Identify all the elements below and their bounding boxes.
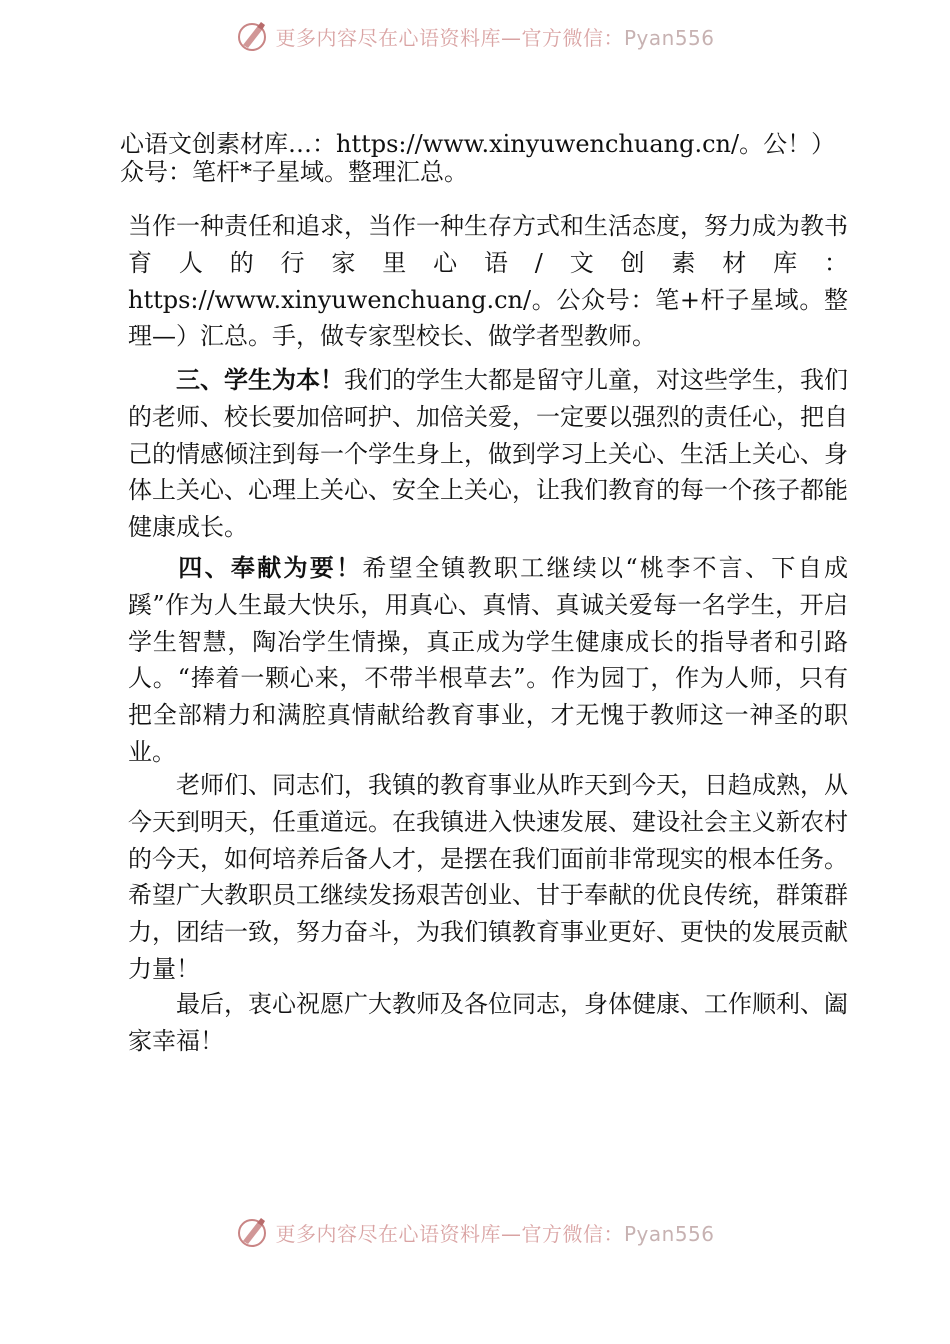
paragraph-3 bbox=[128, 550, 848, 771]
paragraph-4 bbox=[128, 767, 848, 988]
footer-banner bbox=[0, 1212, 950, 1252]
paragraph-5 bbox=[128, 986, 848, 1060]
paragraph-4-text: 老师们、同志们，我镇的教育事业从昨天到今天，日趋成熟，从今天到明天，任重道远。在我镇进入快速发展、建设社会主义新农村的今天，如何培养后备人才，是摆在我们面前非常现实的根本任务。希望广大教职员工继续发扬艰苦创业、甘于奉献的优良传统，群策群力，团结一致，努力奋斗，为我们镇教育事业更好、更快的发展贡献力量！ bbox=[128, 771, 848, 983]
paragraph-5-text: 最后，衷心祝愿广大教师及各位同志，身体健康、工作顺利、阖家幸福！ bbox=[128, 990, 848, 1055]
pen-logo-icon bbox=[235, 19, 269, 53]
pen-logo-icon bbox=[235, 1215, 269, 1249]
paragraph-1 bbox=[128, 208, 848, 355]
banner-text: 更多内容尽在心语资料库—官方微信：Pyan556 bbox=[275, 25, 715, 50]
paragraph-2 bbox=[128, 362, 848, 546]
intro-line-1: 心语文创素材库…：https://www.xinyuwenchuang.cn/。公！） bbox=[120, 130, 836, 158]
section-heading-students: 三、学生为本！ bbox=[176, 366, 344, 394]
banner-text: 更多内容尽在心语资料库—官方微信：Pyan556 bbox=[275, 1221, 715, 1246]
wechat-handle: Pyan556 bbox=[623, 25, 715, 50]
wechat-handle: Pyan556 bbox=[623, 1221, 715, 1246]
section-heading-dedication: 四、奉献为要！ bbox=[176, 554, 363, 582]
header-banner bbox=[0, 16, 950, 56]
paragraph-3-text: 希望全镇教职工继续以“桃李不言、下自成蹊”作为人生最大快乐，用真心、真情、真诚关爱每一名学生，开启学生智慧，陶冶学生情操，真正成为学生健康成长的指导者和引路人。“捧着一颗心来，不带半根草去”。作为园丁，作为人师，只有把全部精力和满腔真情献给教育事业，才无愧于教师这一神圣的职业。 bbox=[128, 554, 848, 766]
intro-line-2: 众号：笔杆*子星域。整理汇总。 bbox=[120, 158, 468, 186]
paragraph-1-text: 当作一种责任和追求，当作一种生存方式和生活态度，努力成为教书育人的行家里心语/文创素材库：https://www.xinyuwenchuang.cn/。公众号：笔+杆子星域。整理—）汇总。手，做专家型校长、做学者型教师。 bbox=[128, 212, 848, 351]
paragraph-2-text: 我们的学生大都是留守儿童，对这些学生，我们的老师、校长要加倍呵护、加倍关爱，一定要以强烈的责任心，把自己的情感倾注到每一个学生身上，做到学习上关心、生活上关心、身体上关心、心理上关心、安全上关心，让我们教育的每一个孩子都能健康成长。 bbox=[128, 366, 848, 542]
